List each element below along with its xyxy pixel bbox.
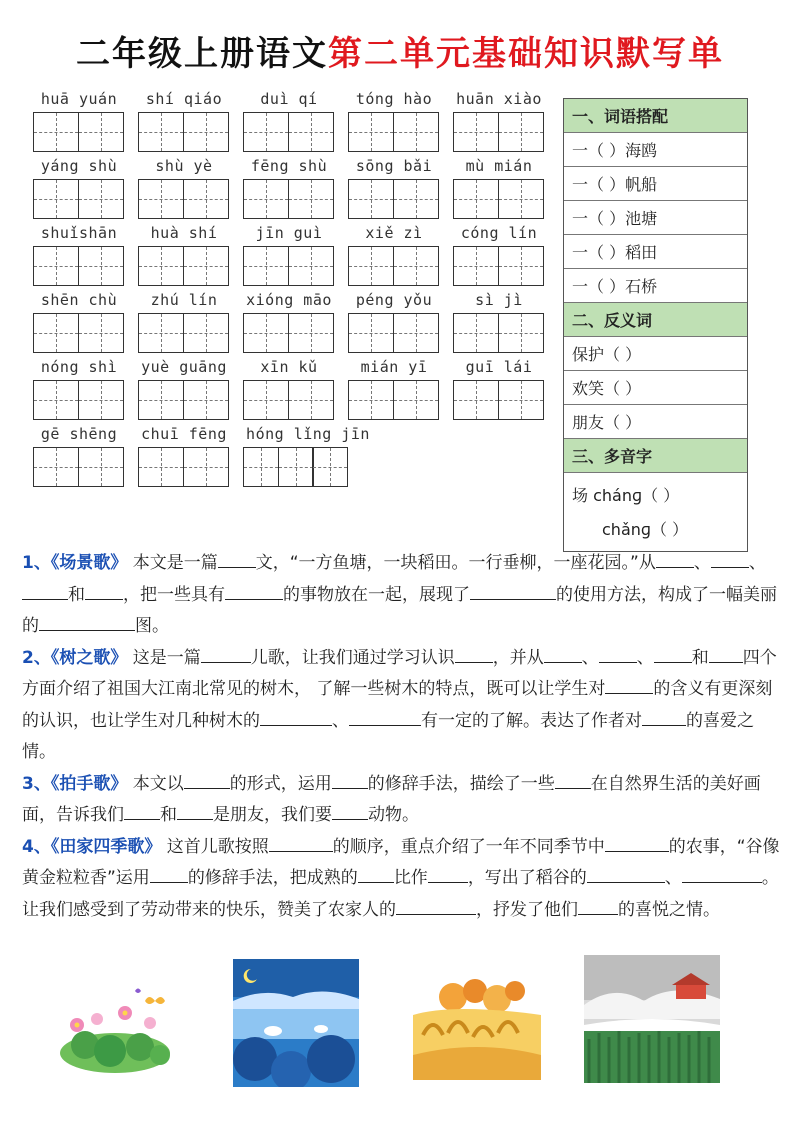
text: 这首儿歌按照 — [166, 836, 269, 857]
character-boxes — [33, 246, 138, 286]
word-group — [33, 358, 138, 425]
writing-cell[interactable] — [278, 447, 314, 487]
writing-cell[interactable] — [243, 313, 289, 353]
writing-cell[interactable] — [33, 447, 79, 487]
character-boxes — [348, 246, 453, 286]
character-boxes — [348, 179, 453, 219]
word-group — [453, 358, 558, 425]
character-boxes — [33, 447, 138, 487]
pinyin-label: jīn guì — [255, 224, 323, 242]
pinyin-label: shù yè — [155, 157, 213, 175]
blank[interactable] — [629, 833, 669, 852]
pinyin-label: sì jì — [475, 291, 523, 309]
blank[interactable] — [225, 581, 283, 600]
text: 的修辞手法，把成熟的 — [187, 868, 358, 888]
text: 的事物放在一起，展现了 — [283, 584, 470, 605]
pinyin-label: tóng hào — [355, 90, 433, 108]
writing-cell[interactable] — [393, 179, 439, 219]
blank[interactable] — [656, 549, 694, 568]
blank[interactable] — [349, 707, 421, 726]
text: 的农事，“谷像黄金粒粒香”运用 — [22, 836, 780, 888]
word-group — [138, 358, 243, 425]
blank[interactable] — [544, 644, 582, 663]
writing-cell[interactable] — [183, 179, 229, 219]
text: 的含义有更深刻的认识，也让学生对几种树木的 — [22, 679, 773, 731]
pinyin-label: guī lái — [465, 358, 533, 376]
text: 、 — [581, 647, 599, 668]
text: 的使用方法，构成了一幅美丽的 — [22, 584, 777, 636]
word-group — [33, 291, 138, 358]
pinyin-row — [33, 224, 558, 291]
writing-cell[interactable] — [348, 112, 394, 152]
text: ，抒发了他们 — [476, 899, 578, 920]
text: ，把一些具有 — [123, 584, 225, 605]
writing-cell[interactable] — [498, 246, 544, 286]
text: 、 — [332, 710, 349, 731]
text: 、 — [748, 553, 766, 573]
writing-cell[interactable] — [78, 246, 124, 286]
winter-snow-illustration — [584, 955, 720, 1083]
writing-cell[interactable] — [288, 380, 334, 420]
character-boxes — [243, 447, 383, 487]
character-boxes — [138, 380, 243, 420]
writing-cell[interactable] — [288, 179, 334, 219]
character-boxes — [33, 112, 138, 152]
writing-cell[interactable] — [453, 246, 499, 286]
character-boxes — [138, 313, 243, 353]
pinyin-label: nóng shì — [40, 358, 118, 376]
text: ，写出了稻谷的 — [467, 868, 587, 888]
blank[interactable] — [605, 833, 629, 852]
pinyin-label: yáng shù — [40, 157, 118, 175]
writing-cell[interactable] — [348, 179, 394, 219]
blank[interactable] — [534, 581, 556, 600]
character-boxes — [453, 246, 558, 286]
writing-cell[interactable] — [453, 313, 499, 353]
text: 的喜悦之情。 — [618, 899, 720, 920]
character-boxes — [138, 447, 243, 487]
word-group — [138, 425, 243, 492]
character-boxes — [138, 112, 243, 152]
character-boxes — [243, 380, 348, 420]
section-header-antonyms: 二、反义词 — [564, 303, 747, 337]
text: 是朋友，我们要 — [213, 805, 332, 825]
word-group — [138, 224, 243, 291]
blank[interactable] — [22, 581, 68, 600]
word-group — [348, 291, 453, 358]
pinyin-label: shuǐshān — [40, 224, 118, 242]
word-group — [453, 157, 558, 224]
writing-cell[interactable] — [243, 246, 289, 286]
blank[interactable] — [428, 864, 468, 883]
section-header-matching: 一、词语搭配 — [564, 99, 747, 133]
text: 这是一篇 — [132, 647, 201, 668]
word-group — [453, 90, 558, 157]
pinyin-row — [33, 358, 558, 425]
writing-cell[interactable] — [138, 179, 184, 219]
blank[interactable] — [682, 864, 762, 883]
writing-cell[interactable] — [243, 179, 289, 219]
pinyin-label: yuè guāng — [141, 358, 227, 376]
text: 四个方面介绍了祖国大江南北常见的树木， 了解一些树木的特点，既可以让学生对 — [22, 647, 777, 699]
blank[interactable] — [39, 612, 135, 631]
blank[interactable] — [605, 675, 653, 694]
pinyin-label: huā yuán — [40, 90, 118, 108]
word-group — [243, 157, 348, 224]
pinyin-label: fēng shù — [250, 157, 328, 175]
writing-cell[interactable] — [498, 179, 544, 219]
writing-cell[interactable] — [33, 313, 79, 353]
blank[interactable] — [124, 801, 160, 820]
paragraph-2 — [22, 643, 782, 769]
polyphone-line-1: 场 chánɡ（ ） — [572, 486, 680, 505]
character-boxes — [348, 380, 453, 420]
word-group — [243, 90, 348, 157]
word-group — [138, 157, 243, 224]
pinyin-label: shēn chù — [40, 291, 118, 309]
side-table — [563, 98, 748, 552]
text: 的顺序，重点介绍了一年不同季节中 — [332, 836, 605, 857]
pinyin-row — [33, 90, 558, 157]
antonym-item[interactable]: 朋友（ ） — [564, 405, 747, 439]
pinyin-label: mián yī — [360, 358, 428, 376]
fill-in-paragraphs — [22, 548, 782, 926]
blank[interactable] — [332, 801, 368, 820]
writing-cell[interactable] — [33, 112, 79, 152]
word-group — [243, 224, 348, 291]
writing-cell[interactable] — [183, 246, 229, 286]
blank[interactable] — [709, 644, 743, 663]
word-group — [348, 90, 453, 157]
word-group — [33, 425, 138, 492]
writing-cell[interactable] — [33, 380, 79, 420]
matching-item[interactable]: 一（ ）稻田 — [564, 235, 747, 269]
writing-cell[interactable] — [288, 246, 334, 286]
text: 本文以 — [132, 773, 184, 794]
autumn-harvest-illustration — [413, 975, 541, 1080]
paragraph-heading: 1、《场景歌》 — [22, 553, 128, 573]
text: 图。 — [135, 616, 169, 636]
text: 。让我们感受到了劳动带来的快乐，赞美了农家人的 — [22, 868, 779, 920]
writing-cell[interactable] — [138, 380, 184, 420]
writing-cell[interactable] — [138, 112, 184, 152]
text: 的形式，运用 — [229, 773, 332, 794]
word-group — [243, 291, 348, 358]
character-boxes — [138, 246, 243, 286]
pinyin-label: gē shēng — [40, 425, 118, 443]
word-group — [348, 224, 453, 291]
blank[interactable] — [654, 644, 692, 663]
matching-item[interactable]: 一（ ）海鸥 — [564, 133, 747, 167]
page-title — [0, 26, 800, 75]
blank[interactable] — [555, 770, 591, 789]
blank[interactable] — [184, 770, 230, 789]
text: 本文是一篇 — [132, 553, 218, 573]
blank[interactable] — [269, 833, 333, 852]
word-group — [348, 157, 453, 224]
character-boxes — [243, 179, 348, 219]
text: 的修辞手法，描绘了一些 — [367, 773, 555, 794]
title-part1: 二年级上册语文 — [76, 34, 328, 74]
writing-cell[interactable] — [453, 179, 499, 219]
pinyin-label: sōng bǎi — [355, 157, 433, 175]
pinyin-label: hóng lǐng jīn — [246, 425, 370, 443]
character-boxes — [33, 380, 138, 420]
word-group — [243, 425, 383, 492]
text: 和 — [691, 647, 709, 668]
text: 动物。 — [368, 805, 419, 825]
blank[interactable] — [85, 581, 123, 600]
matching-item[interactable]: 一（ ）石桥 — [564, 269, 747, 303]
pinyin-label: zhú lín — [150, 291, 218, 309]
writing-cell[interactable] — [138, 447, 184, 487]
paragraph-1 — [22, 548, 782, 643]
writing-cell[interactable] — [183, 313, 229, 353]
word-group — [348, 358, 453, 425]
blank[interactable] — [711, 549, 749, 568]
writing-cell[interactable] — [348, 246, 394, 286]
pinyin-label: mù mián — [465, 157, 533, 175]
writing-cell[interactable] — [453, 112, 499, 152]
character-boxes — [348, 313, 453, 353]
pinyin-label: xióng māo — [246, 291, 332, 309]
writing-cell[interactable] — [138, 246, 184, 286]
word-group — [243, 358, 348, 425]
season-illustrations — [0, 955, 800, 1085]
antonym-item[interactable]: 保护（ ） — [564, 337, 747, 371]
writing-cell[interactable] — [243, 112, 289, 152]
character-boxes — [243, 313, 348, 353]
writing-cell[interactable] — [183, 112, 229, 152]
polyphone-item[interactable] — [564, 473, 747, 551]
paragraph-heading: 2、《树之歌》 — [22, 647, 128, 668]
text: 和 — [160, 805, 177, 825]
word-group — [138, 90, 243, 157]
matching-item[interactable]: 一（ ）池塘 — [564, 201, 747, 235]
writing-cell[interactable] — [498, 380, 544, 420]
writing-cell[interactable] — [138, 313, 184, 353]
blank[interactable] — [642, 707, 686, 726]
pinyin-label: huà shí — [150, 224, 218, 242]
text: 文，“一方鱼塘，一块稻田。一行垂柳，一座花园。”从 — [255, 553, 656, 573]
blank[interactable] — [358, 864, 394, 883]
blank[interactable] — [332, 770, 368, 789]
word-group — [453, 224, 558, 291]
pinyin-row — [33, 291, 558, 358]
character-boxes — [453, 313, 558, 353]
character-boxes — [453, 179, 558, 219]
word-group — [33, 224, 138, 291]
writing-cell[interactable] — [393, 313, 439, 353]
text: 、 — [664, 868, 682, 888]
matching-item[interactable]: 一（ ）帆船 — [564, 167, 747, 201]
character-boxes — [243, 112, 348, 152]
writing-cell[interactable] — [312, 447, 348, 487]
text: 、 — [693, 553, 711, 573]
blank[interactable] — [599, 644, 637, 663]
blank[interactable] — [201, 644, 251, 663]
text: 、 — [636, 647, 654, 668]
text: 和 — [68, 584, 85, 605]
writing-cell[interactable] — [78, 447, 124, 487]
word-group — [138, 291, 243, 358]
blank[interactable] — [396, 896, 476, 915]
writing-cell[interactable] — [348, 380, 394, 420]
word-group — [33, 157, 138, 224]
writing-cell[interactable] — [78, 313, 124, 353]
writing-cell[interactable] — [348, 313, 394, 353]
antonym-item[interactable]: 欢笑（ ） — [564, 371, 747, 405]
spring-flowers-illustration — [55, 983, 180, 1078]
pinyin-row — [33, 425, 558, 492]
paragraph-heading: 3、《拍手歌》 — [22, 773, 128, 794]
writing-cell[interactable] — [498, 313, 544, 353]
writing-cell[interactable] — [288, 313, 334, 353]
character-boxes — [453, 380, 558, 420]
paragraph-3 — [22, 769, 782, 832]
pinyin-label: shí qiáo — [145, 90, 223, 108]
pinyin-label: cóng lín — [460, 224, 538, 242]
character-boxes — [33, 179, 138, 219]
pinyin-label: duì qí — [260, 90, 318, 108]
blank[interactable] — [150, 864, 188, 883]
writing-cell[interactable] — [393, 112, 439, 152]
paragraph-4 — [22, 832, 782, 927]
text: 的喜爱之情。 — [22, 710, 754, 762]
word-group — [33, 90, 138, 157]
summer-pond-illustration — [233, 959, 359, 1087]
pinyin-label: chuī fēng — [141, 425, 227, 443]
text: 有一定的了解。表达了作者对 — [421, 710, 642, 731]
character-boxes — [138, 179, 243, 219]
pinyin-label: huān xiào — [456, 90, 542, 108]
pinyin-grid — [33, 90, 558, 492]
character-boxes — [453, 112, 558, 152]
blank[interactable] — [578, 896, 618, 915]
section-header-polyphones: 三、多音字 — [564, 439, 747, 473]
writing-cell[interactable] — [243, 447, 279, 487]
paragraph-heading: 4、《田家四季歌》 — [22, 836, 162, 857]
pinyin-label: xīn kǔ — [260, 358, 318, 376]
blank[interactable] — [455, 644, 493, 663]
text: 比作 — [393, 868, 428, 888]
title-part2: 第二单元基础知识默写单 — [328, 34, 724, 74]
writing-cell[interactable] — [78, 380, 124, 420]
text: 在自然界生活的美好画面，告诉我们 — [22, 773, 761, 825]
blank[interactable] — [470, 581, 534, 600]
writing-cell[interactable] — [183, 380, 229, 420]
character-boxes — [243, 246, 348, 286]
text: 儿歌，让我们通过学习认识 — [250, 647, 455, 668]
blank[interactable] — [260, 707, 332, 726]
writing-cell[interactable] — [78, 112, 124, 152]
writing-cell[interactable] — [288, 112, 334, 152]
writing-cell[interactable] — [183, 447, 229, 487]
blank[interactable] — [587, 864, 665, 883]
character-boxes — [33, 313, 138, 353]
pinyin-label: péng yǒu — [355, 291, 433, 309]
text: ，并从 — [492, 647, 544, 668]
blank[interactable] — [218, 549, 256, 568]
pinyin-row — [33, 157, 558, 224]
polyphone-line-2: chǎnɡ（ ） — [602, 520, 689, 539]
writing-cell[interactable] — [393, 246, 439, 286]
writing-cell[interactable] — [33, 246, 79, 286]
writing-cell[interactable] — [78, 179, 124, 219]
writing-cell[interactable] — [498, 112, 544, 152]
writing-cell[interactable] — [393, 380, 439, 420]
blank[interactable] — [177, 801, 213, 820]
pinyin-label: xiě zì — [365, 224, 423, 242]
writing-cell[interactable] — [33, 179, 79, 219]
word-group — [453, 291, 558, 358]
character-boxes — [348, 112, 453, 152]
writing-cell[interactable] — [243, 380, 289, 420]
writing-cell[interactable] — [453, 380, 499, 420]
